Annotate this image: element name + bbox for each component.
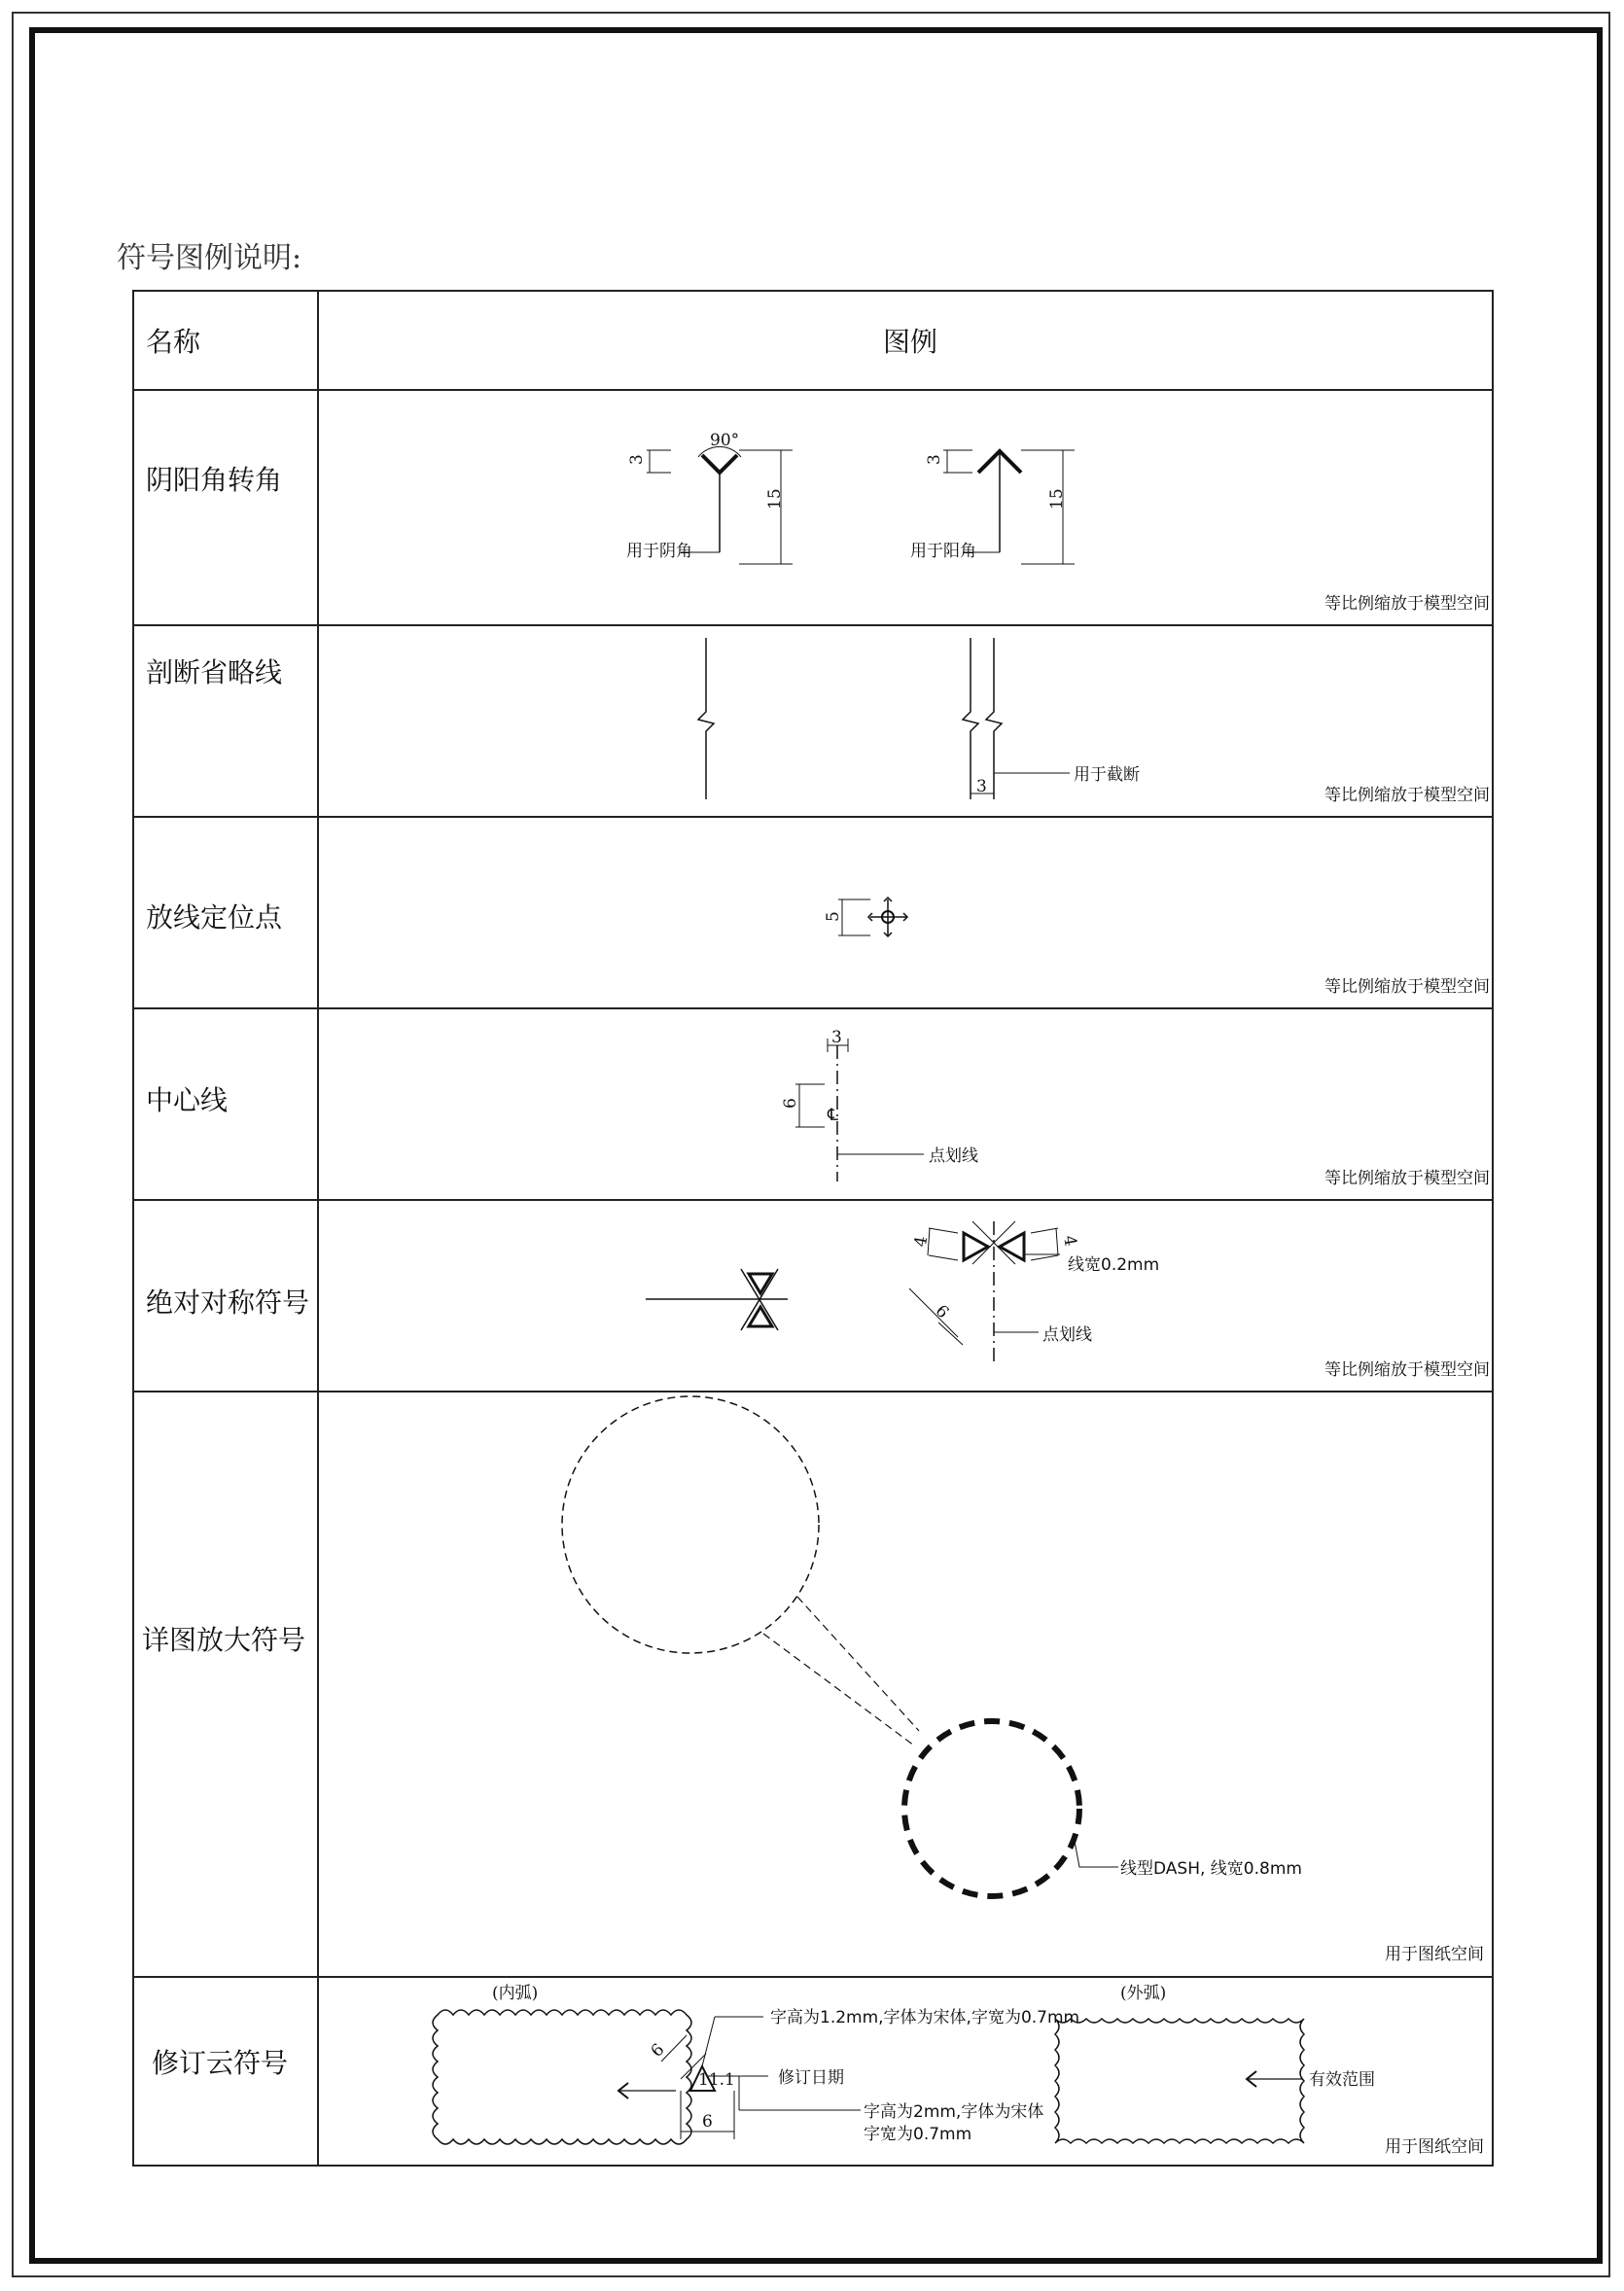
detail-line-label: 线型DASH, 线宽0.8mm [1120, 1859, 1302, 1879]
row-divider [134, 624, 1492, 626]
dim-15: 15 [1047, 488, 1067, 510]
dim-3: 3 [976, 777, 987, 796]
row-divider [134, 389, 1492, 391]
row-note: 用于图纸空间 [1385, 1945, 1484, 1964]
row-divider [134, 1199, 1492, 1201]
row-divider [134, 816, 1492, 818]
row-note: 用于图纸空间 [1385, 2137, 1484, 2157]
dim-6: 6 [647, 2039, 669, 2062]
page-title: 符号图例说明: [117, 241, 302, 275]
row-note: 等比例缩放于模型空间 [1324, 1169, 1490, 1188]
row-divider [134, 1007, 1492, 1009]
dim-6: 6 [702, 2112, 713, 2132]
cloud-outer-label: (外弧) [1120, 1984, 1167, 2003]
cloud-inner-label: (内弧) [492, 1984, 539, 2003]
dim-6: 6 [931, 1301, 953, 1323]
dim-5: 5 [824, 911, 843, 922]
centerline-mark: ℄ [828, 1106, 838, 1125]
cloud-date-label: 修订日期 [778, 2068, 844, 2088]
cloud-range-label: 有效范围 [1309, 2070, 1375, 2090]
column-divider [317, 292, 319, 2165]
row-label-break: 剖断省略线 [146, 656, 283, 688]
triangle-mark: 11.1 [698, 2070, 735, 2090]
break-use-label: 用于截断 [1074, 765, 1140, 785]
cloud-text2b-label: 字宽为0.7mm [864, 2125, 972, 2144]
dim-6: 6 [781, 1098, 800, 1109]
sym-linewidth-label: 线宽0.2mm [1068, 1255, 1160, 1275]
row-label-point: 放线定位点 [146, 901, 283, 934]
row-note: 等比例缩放于模型空间 [1324, 594, 1490, 614]
row-divider [134, 1391, 1492, 1392]
outer-corner-label: 用于阳角 [910, 542, 976, 561]
row-divider [134, 1976, 1492, 1978]
angle-label: 90° [710, 431, 740, 450]
row-note: 等比例缩放于模型空间 [1324, 977, 1490, 997]
inner-corner-label: 用于阴角 [626, 542, 692, 561]
row-label-detail: 详图放大符号 [142, 1624, 306, 1656]
row-label-symmetry: 绝对对称符号 [146, 1286, 310, 1319]
dim-4: 4 [910, 1234, 933, 1249]
legend-table [132, 290, 1494, 2167]
row-note: 等比例缩放于模型空间 [1324, 1360, 1490, 1380]
row-label-centerline: 中心线 [146, 1084, 229, 1116]
cloud-text1-label: 字高为1.2mm,字体为宋体,字宽为0.7mm [770, 2008, 1080, 2027]
dim-3: 3 [627, 454, 647, 465]
dim-3: 3 [831, 1028, 842, 1047]
cloud-text2a-label: 字高为2mm,字体为宋体 [864, 2102, 1044, 2122]
sym-linetype-label: 点划线 [1042, 1325, 1092, 1345]
row-note: 等比例缩放于模型空间 [1324, 786, 1490, 805]
header-legend: 图例 [883, 326, 938, 358]
header-name: 名称 [146, 326, 201, 358]
dim-15: 15 [765, 488, 785, 510]
row-label-cloud: 修订云符号 [152, 2047, 289, 2079]
dim-4: 4 [1059, 1234, 1080, 1249]
dim-3: 3 [925, 454, 944, 465]
centerline-type-label: 点划线 [929, 1146, 978, 1166]
row-label-corner: 阴阳角转角 [146, 464, 283, 496]
